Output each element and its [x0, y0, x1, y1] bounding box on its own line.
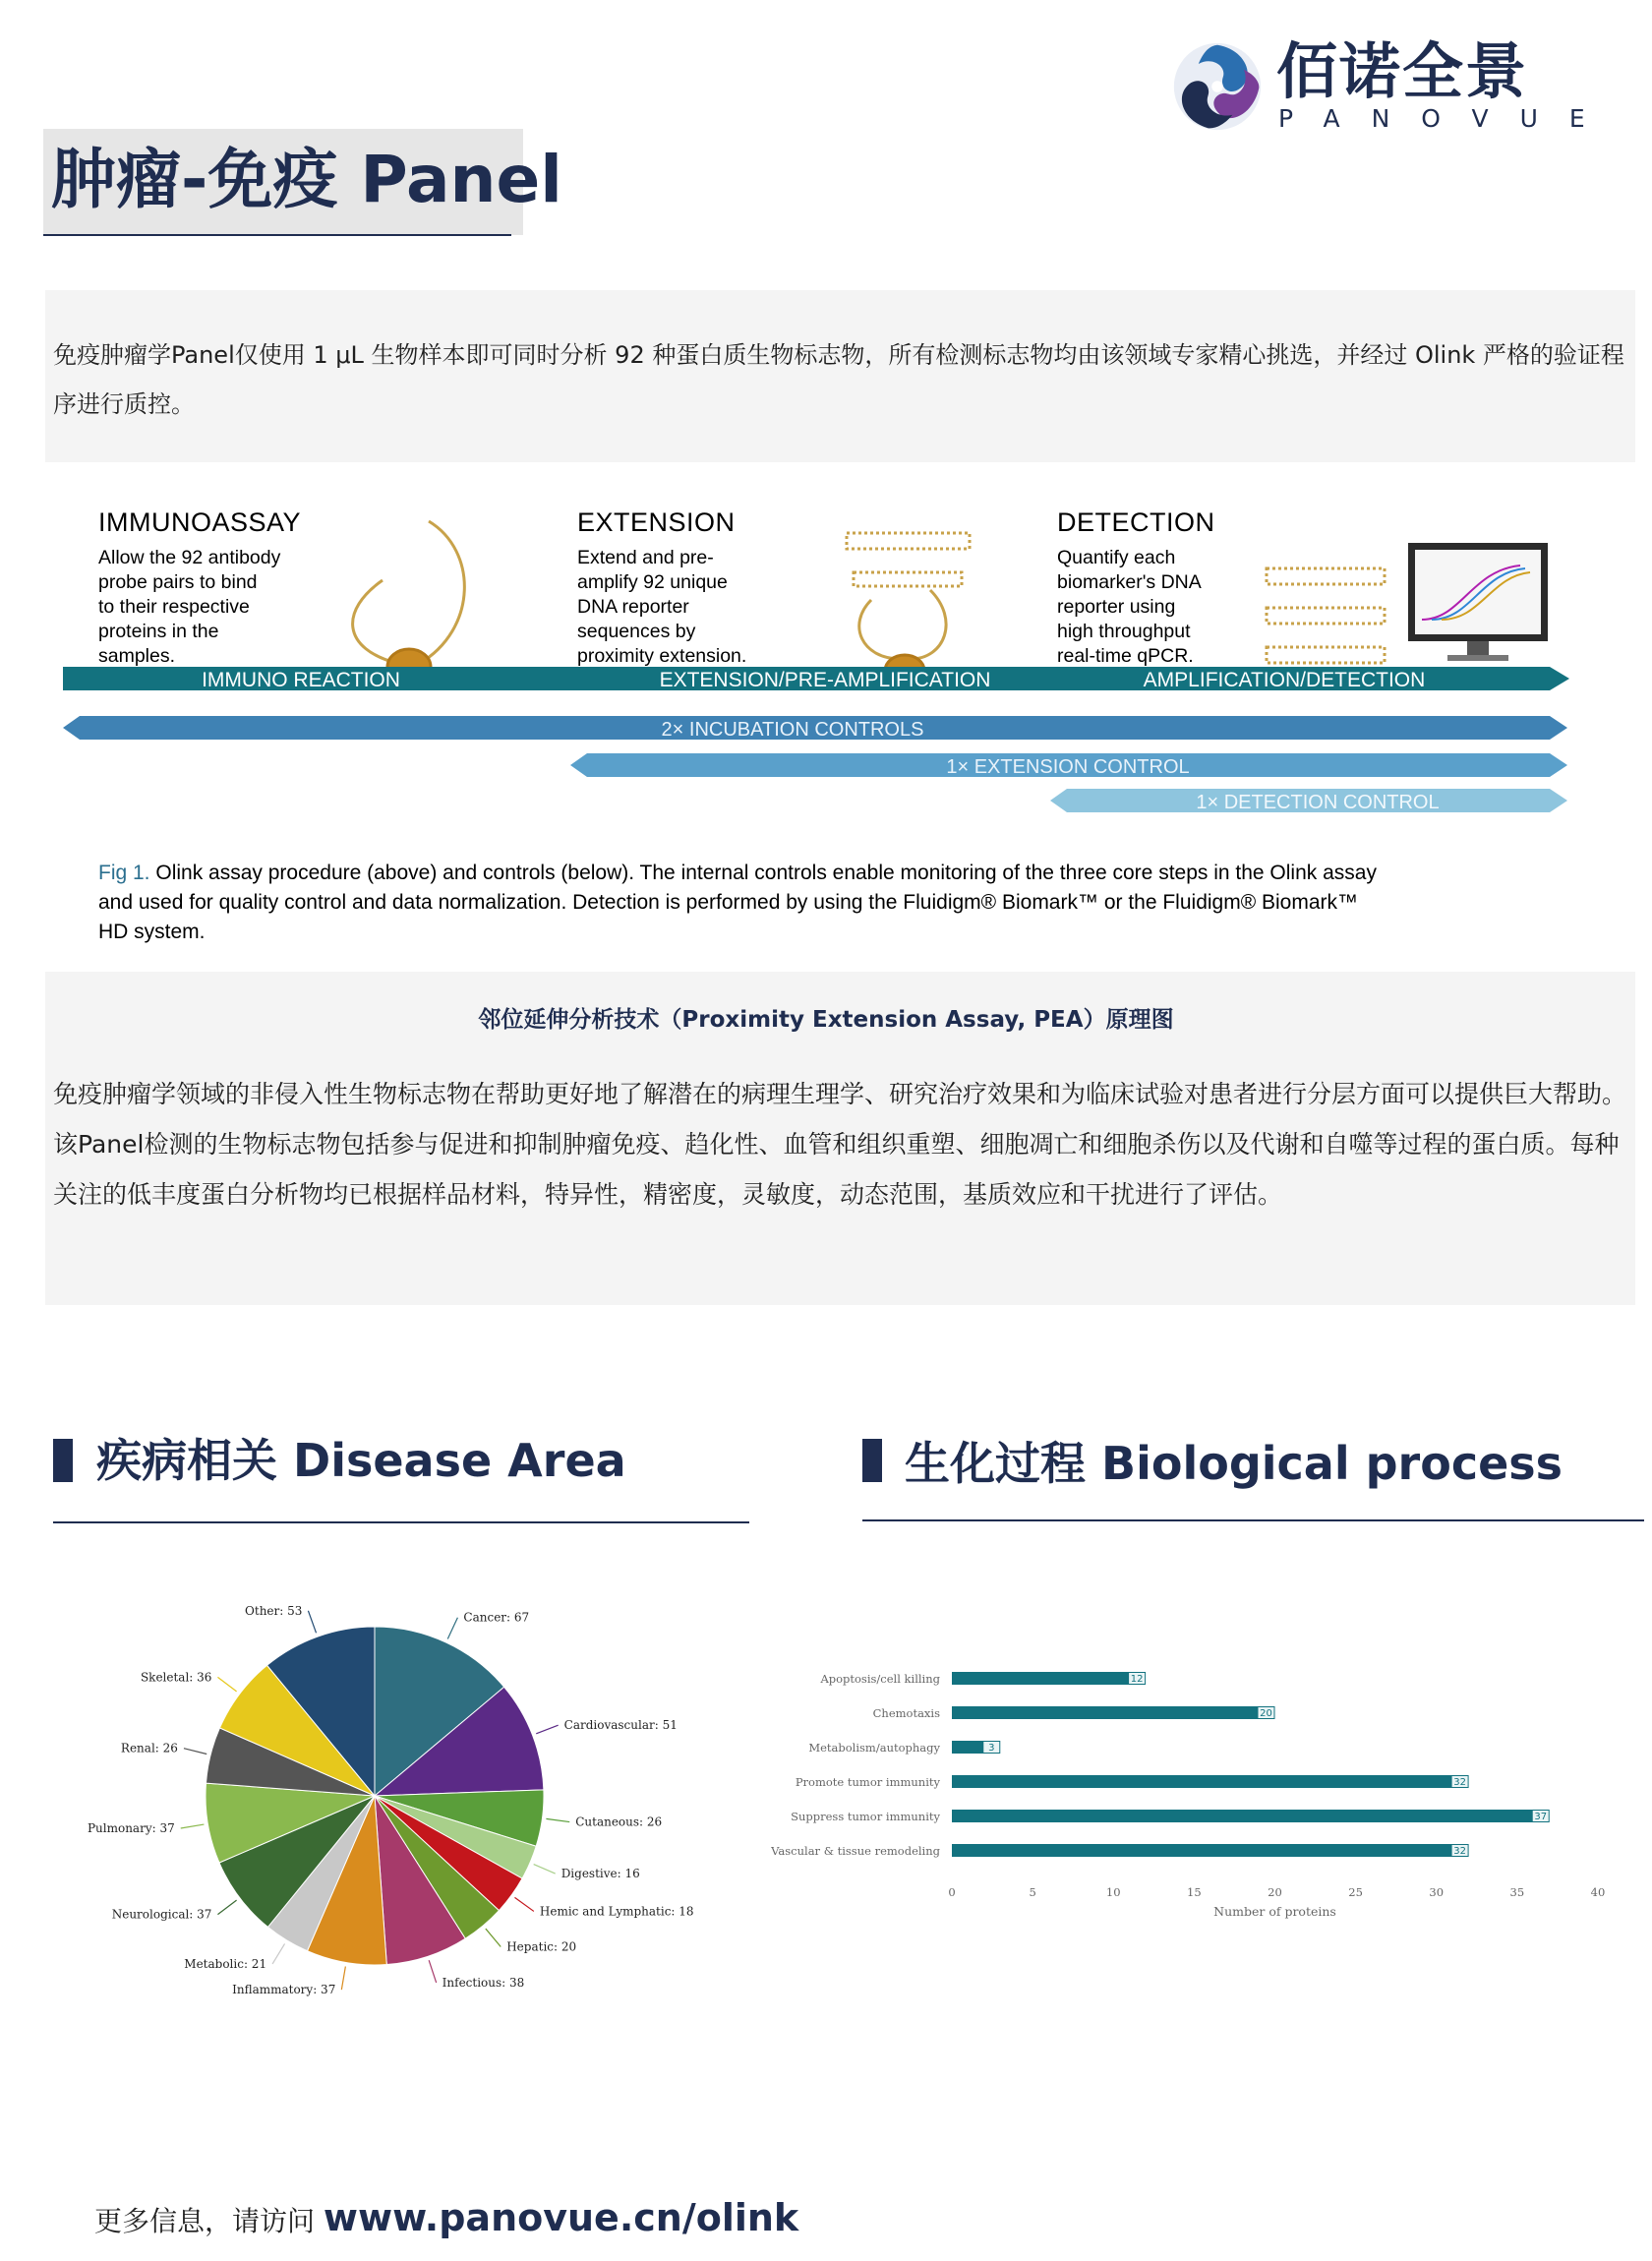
- figure-caption-line-3: HD system.: [98, 921, 206, 943]
- pie-leader-line: [272, 1943, 284, 1964]
- x-tick-label: 10: [1105, 1885, 1121, 1899]
- pie-leader-line: [184, 1749, 206, 1755]
- control-label: 1× DETECTION CONTROL: [1196, 792, 1440, 813]
- extension-probe-icon: [847, 533, 970, 686]
- section-underline: [53, 1521, 749, 1523]
- bar-category-label: Suppress tumor immunity: [791, 1810, 940, 1823]
- pie-slice-label: Cancer: 67: [463, 1610, 530, 1625]
- bar-value-label: 12: [1130, 1674, 1144, 1685]
- pie-slice-label: Renal: 26: [120, 1741, 178, 1755]
- section-bar-icon: [53, 1439, 73, 1482]
- figure-label: 邻位延伸分析技术（Proximity Extension Assay, PEA）原理图: [478, 1007, 1174, 1033]
- biological-process-bar-chart: [767, 1652, 1632, 1928]
- x-tick-label: 20: [1268, 1885, 1282, 1899]
- x-tick-label: 35: [1509, 1885, 1525, 1899]
- step-title-extension: EXTENSION: [577, 507, 736, 537]
- pie-leader-line: [217, 1677, 236, 1691]
- body-paragraph: 免疫肿瘤学领域的非侵入性生物标志物在帮助更好地了解潜在的病理生理学、研究治疗效果和为临床试验对患者进行分层方面可以提供巨大帮助。该Panel检测的生物标志物包括参与促进和抑制肿瘤免疫、趋化性、血管和组织重塑、细胞凋亡和细胞杀伤以及代谢和自噬等过程的蛋白质。每种关注的低丰度蛋白分析物均已根据样品材料，特异性，精密度，灵敏度，动态范围，基质效应和干扰进行了评估。: [53, 1080, 1627, 1209]
- section-underline: [862, 1519, 1644, 1521]
- x-tick-label: 0: [948, 1885, 956, 1899]
- step-desc-line: Extend and pre-: [577, 547, 714, 568]
- step-desc-line: Quantify each: [1057, 547, 1176, 568]
- figure-caption-label: Fig 1.: [98, 862, 150, 884]
- pea-figure: [45, 462, 1635, 972]
- logo-chinese-name: 佰诺全景: [1276, 35, 1529, 107]
- stage-label: EXTENSION/PRE-AMPLIFICATION: [659, 669, 991, 691]
- pie-slice-label: Cardiovascular: 51: [563, 1718, 678, 1733]
- x-tick-label: 5: [1029, 1885, 1036, 1899]
- bar-value-label: 32: [1453, 1846, 1466, 1857]
- bar-value-label: 32: [1453, 1777, 1466, 1788]
- footer: [94, 2196, 798, 2239]
- x-tick-label: 40: [1590, 1885, 1606, 1899]
- pie-leader-line: [486, 1929, 501, 1946]
- x-axis-label: Number of proteins: [1213, 1904, 1336, 1919]
- pie-leader-line: [514, 1897, 533, 1911]
- bar-value-label: 37: [1534, 1812, 1548, 1822]
- bar-category-label: Chemotaxis: [872, 1706, 940, 1720]
- pie-leader-line: [181, 1824, 205, 1828]
- bar-category-label: Vascular & tissue remodeling: [771, 1844, 940, 1858]
- page-title: 肿瘤-免疫 Panel: [51, 142, 562, 217]
- x-tick-label: 25: [1348, 1885, 1363, 1899]
- x-tick-label: 30: [1429, 1885, 1445, 1899]
- step-desc-line: sequences by: [577, 621, 696, 642]
- section-title-process: 生化过程 Biological process: [905, 1437, 1564, 1490]
- pie-leader-line: [536, 1725, 558, 1734]
- logo-english-name: PANOVUE: [1278, 104, 1617, 133]
- step-desc-line: amplify 92 unique: [577, 571, 728, 593]
- figure-caption-line-1: [98, 862, 1377, 884]
- footer-prefix: 更多信息，请访问: [94, 2205, 324, 2237]
- step-desc-line: DNA reporter: [577, 596, 689, 618]
- control-label: 1× EXTENSION CONTROL: [946, 756, 1190, 778]
- panovue-logo-icon: [1170, 39, 1265, 134]
- step-desc-line: samples.: [98, 645, 176, 667]
- pie-leader-line: [217, 1900, 236, 1914]
- pie-slice-label: Inflammatory: 37: [232, 1983, 336, 1997]
- pie-slice-label: Digestive: 16: [560, 1867, 640, 1881]
- bar: [952, 1844, 1469, 1857]
- title-underline: [43, 234, 511, 236]
- step-desc-line: proximity extension.: [577, 645, 747, 667]
- step-desc-line: high throughput: [1057, 621, 1191, 642]
- bar-value-label: 3: [988, 1743, 995, 1754]
- intro-paragraph: 免疫肿瘤学Panel仅使用 1 μL 生物样本即可同时分析 92 种蛋白质生物标志物，所有检测标志物均由该领域专家精心挑选，并经过 Olink 严格的验证程序进行质控。: [53, 341, 1624, 418]
- section-bar-icon: [862, 1439, 882, 1482]
- antibody-probe-icon: [353, 521, 465, 684]
- figure-caption-text: Olink assay procedure (above) and controls (below). The internal controls enable monitoring of the three core steps in the Olink assay: [149, 862, 1377, 884]
- step-desc-line: probe pairs to bind: [98, 571, 258, 593]
- pie-slice-label: Cutaneous: 26: [575, 1815, 663, 1829]
- dna-reporter-icon: [1267, 568, 1385, 663]
- pie-slice-label: Hemic and Lymphatic: 18: [539, 1904, 694, 1919]
- pie-leader-line: [341, 1966, 345, 1990]
- step-title-detection: DETECTION: [1057, 507, 1215, 537]
- step-desc-line: proteins in the: [98, 621, 219, 642]
- bar: [952, 1706, 1275, 1719]
- bar: [952, 1810, 1550, 1822]
- pie-slice-label: Other: 53: [245, 1603, 303, 1618]
- step-desc-line: real-time qPCR.: [1057, 645, 1194, 667]
- pea-diagram: [45, 462, 1635, 972]
- control-label: 2× INCUBATION CONTROLS: [661, 719, 924, 741]
- footer-url-link[interactable]: www.panovue.cn/olink: [323, 2196, 799, 2239]
- pie-leader-line: [534, 1865, 556, 1874]
- qpcr-monitor-icon: [1408, 543, 1548, 661]
- bar-category-label: Promote tumor immunity: [795, 1775, 940, 1789]
- figure-caption-line-2: and used for quality control and data normalization. Detection is performed by using the Fluidigm® Biomark™ or the Fluidigm® Biomark™: [98, 891, 1359, 914]
- x-tick-label: 15: [1187, 1885, 1202, 1899]
- bar: [952, 1672, 1146, 1685]
- stage-label: AMPLIFICATION/DETECTION: [1143, 669, 1426, 691]
- stage-label: IMMUNO REACTION: [202, 669, 400, 691]
- pie-leader-line: [546, 1818, 569, 1821]
- step-desc-line: biomarker's DNA: [1057, 571, 1202, 593]
- pie-slice-label: Hepatic: 20: [506, 1939, 577, 1954]
- bar-category-label: Metabolism/autophagy: [808, 1741, 940, 1755]
- step-desc-line: to their respective: [98, 596, 250, 618]
- section-title-disease: 疾病相关 Disease Area: [96, 1434, 626, 1487]
- bar-value-label: 20: [1260, 1708, 1272, 1719]
- pie-slice-label: Infectious: 38: [442, 1975, 525, 1990]
- pie-slice-label: Pulmonary: 37: [87, 1821, 175, 1836]
- pie-slice-label: Skeletal: 36: [140, 1670, 212, 1685]
- step-desc-line: Allow the 92 antibody: [98, 547, 281, 568]
- step-title-immunoassay: IMMUNOASSAY: [98, 507, 302, 537]
- step-desc-line: reporter using: [1057, 596, 1176, 618]
- pie-leader-line: [447, 1618, 457, 1639]
- pie-slice-label: Neurological: 37: [111, 1907, 212, 1922]
- bar: [952, 1775, 1469, 1788]
- pie-slice-label: Metabolic: 21: [184, 1956, 267, 1971]
- disease-area-pie-chart: [53, 1574, 741, 2006]
- pie-leader-line: [429, 1960, 437, 1983]
- bar-category-label: Apoptosis/cell killing: [820, 1672, 940, 1686]
- pie-leader-line: [308, 1611, 316, 1634]
